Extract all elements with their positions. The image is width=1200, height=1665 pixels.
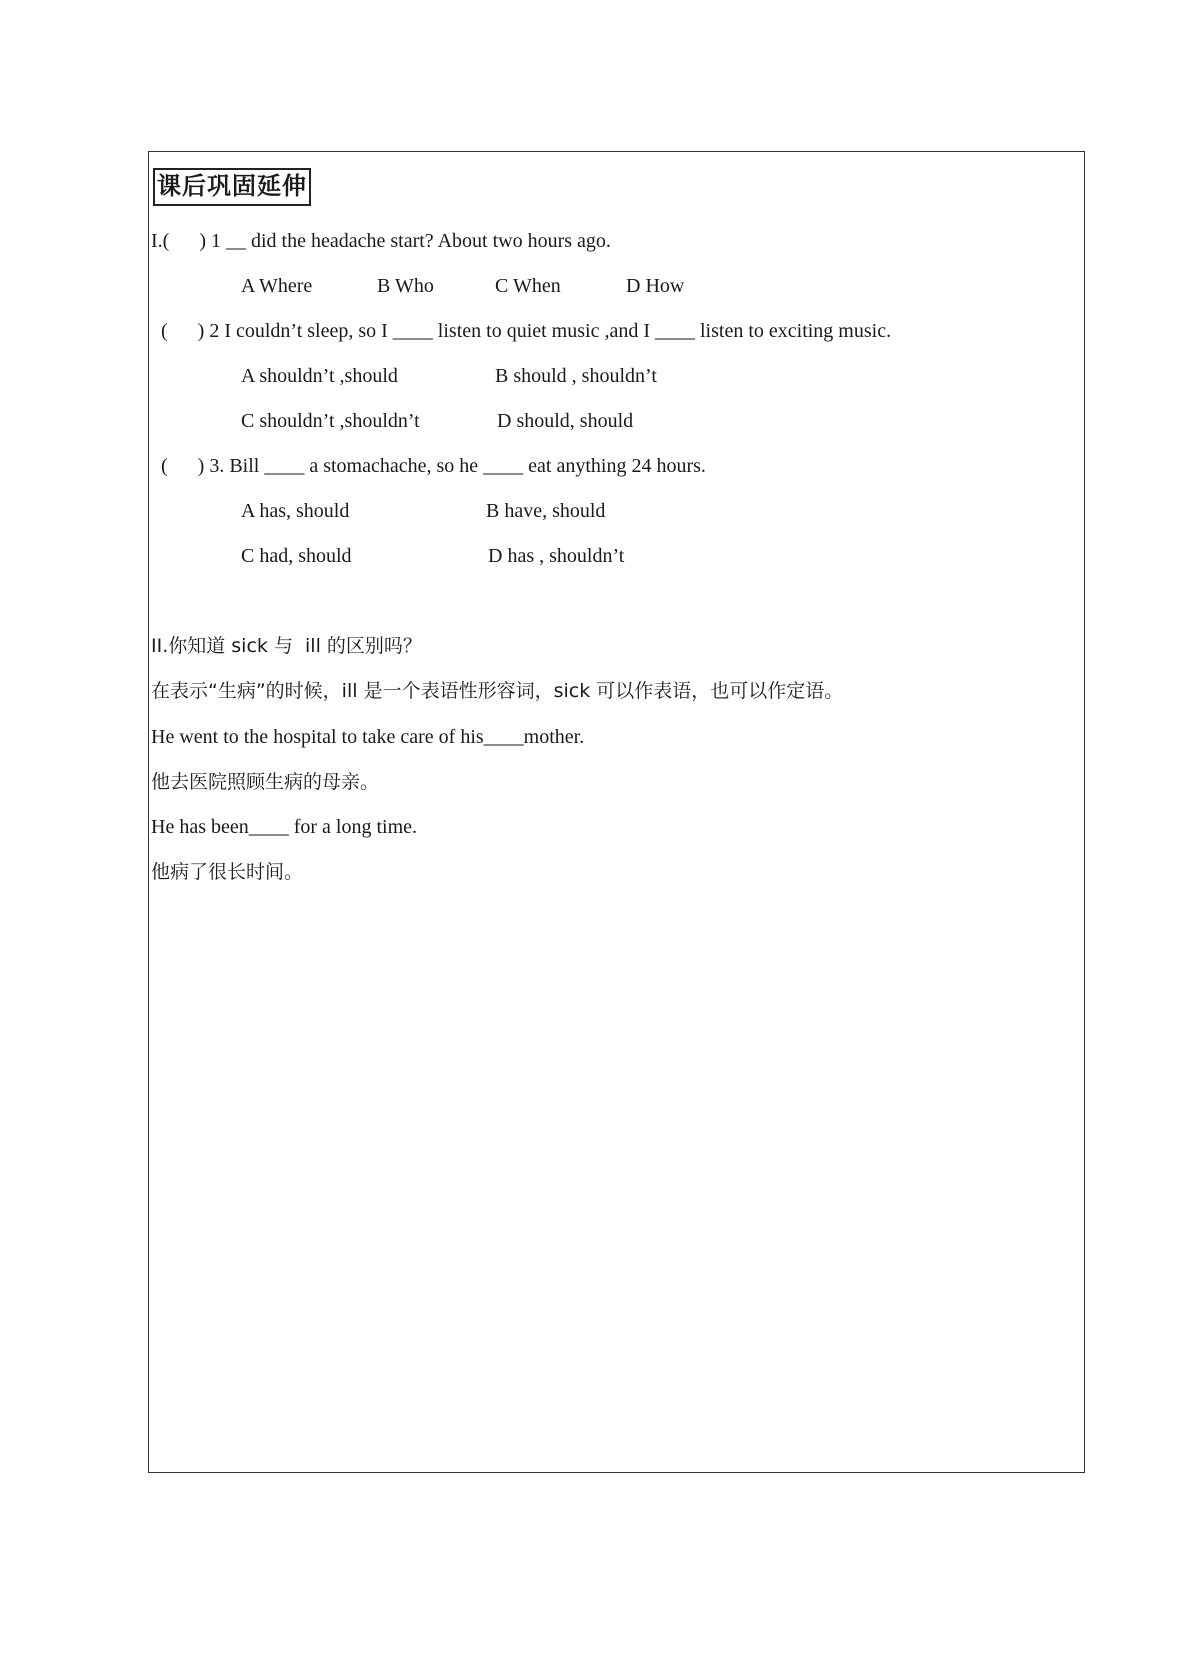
question-3-option-b: B have, should — [486, 500, 606, 522]
question-1-option-d: D How — [626, 275, 685, 297]
section-heading: 课后巩固延伸 — [153, 168, 311, 206]
question-1-option-b: B Who — [377, 275, 434, 297]
example-1-chinese: 他去医院照顾生病的母亲。 — [151, 771, 380, 793]
question-1-option-c: C When — [495, 275, 561, 297]
content-frame — [148, 151, 1085, 1473]
question-2-option-d: D should, should — [497, 410, 634, 432]
example-2-english: He has been____ for a long time. — [151, 816, 418, 838]
question-2-option-c: C shouldn’t ,shouldn’t — [241, 410, 420, 432]
question-2-option-a: A shouldn’t ,should — [241, 365, 398, 387]
question-1-option-a: A Where — [241, 275, 313, 297]
part-2-explanation: 在表示“生病”的时候，ill 是一个表语性形容词，sick 可以作表语，也可以作定语。 — [151, 680, 844, 702]
question-2-stem: ( ) 2 I couldn’t sleep, so I ____ listen to quiet music ,and I ____ listen to exciting music. — [161, 320, 892, 342]
example-1-english: He went to the hospital to take care of his____mother. — [151, 726, 585, 748]
question-3-option-d: D has , shouldn’t — [488, 545, 625, 567]
question-2-option-b: B should , shouldn’t — [495, 365, 657, 387]
question-1-stem: I.( ) 1 __ did the headache start? About two hours ago. — [151, 230, 611, 252]
question-3-option-c: C had, should — [241, 545, 352, 567]
part-2-title: II.你知道 sick 与 ill 的区别吗？ — [151, 635, 422, 657]
question-3-option-a: A has, should — [241, 500, 350, 522]
question-3-stem: ( ) 3. Bill ____ a stomachache, so he ____ eat anything 24 hours. — [161, 455, 706, 477]
example-2-chinese: 他病了很长时间。 — [151, 861, 304, 883]
